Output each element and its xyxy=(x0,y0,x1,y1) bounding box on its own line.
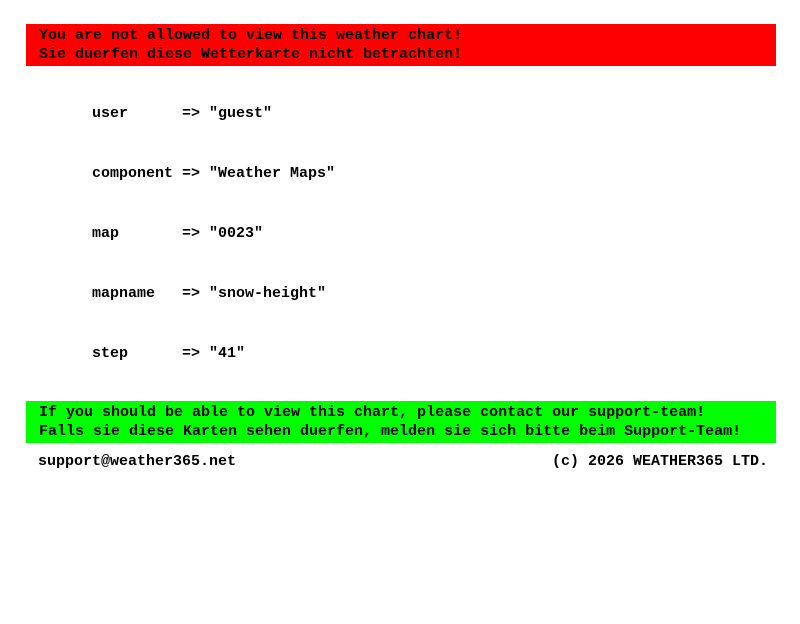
support-message-english: If you should be able to view this chart, please contact our support-team! xyxy=(39,404,706,421)
param-row-component xyxy=(38,144,800,204)
error-message-german: Sie duerfen diese Wetterkarte nicht betrachten! xyxy=(39,46,463,63)
param-row-mapname xyxy=(38,264,800,324)
param-key: user xyxy=(92,105,129,122)
param-row-map xyxy=(38,204,800,264)
param-arrow: => xyxy=(182,225,201,242)
param-arrow: => xyxy=(182,105,201,122)
error-message-english: You are not allowed to view this weather chart! xyxy=(39,27,463,44)
param-value: "snow-height" xyxy=(209,285,327,302)
param-arrow: => xyxy=(182,345,201,362)
param-key: map xyxy=(92,225,120,242)
error-banner xyxy=(26,24,776,66)
param-row-user xyxy=(38,84,800,144)
param-key: mapname xyxy=(92,285,156,302)
param-value: "Weather Maps" xyxy=(209,165,336,182)
param-value: "41" xyxy=(209,345,246,362)
access-denied-page xyxy=(0,24,800,624)
param-arrow: => xyxy=(182,285,201,302)
param-value: "0023" xyxy=(209,225,264,242)
param-key: component xyxy=(92,165,174,182)
param-key: step xyxy=(92,345,129,362)
support-banner xyxy=(26,401,776,443)
support-message-german: Falls sie diese Karten sehen duerfen, melden sie sich bitte beim Support-Team! xyxy=(39,423,742,440)
support-email: support@weather365.net xyxy=(38,453,237,470)
param-arrow: => xyxy=(182,165,201,182)
footer xyxy=(26,452,776,471)
param-row-step xyxy=(38,324,800,384)
copyright-notice: (c) 2026 WEATHER365 LTD. xyxy=(551,453,768,470)
param-value: "guest" xyxy=(209,105,273,122)
request-parameter-list xyxy=(38,84,800,384)
